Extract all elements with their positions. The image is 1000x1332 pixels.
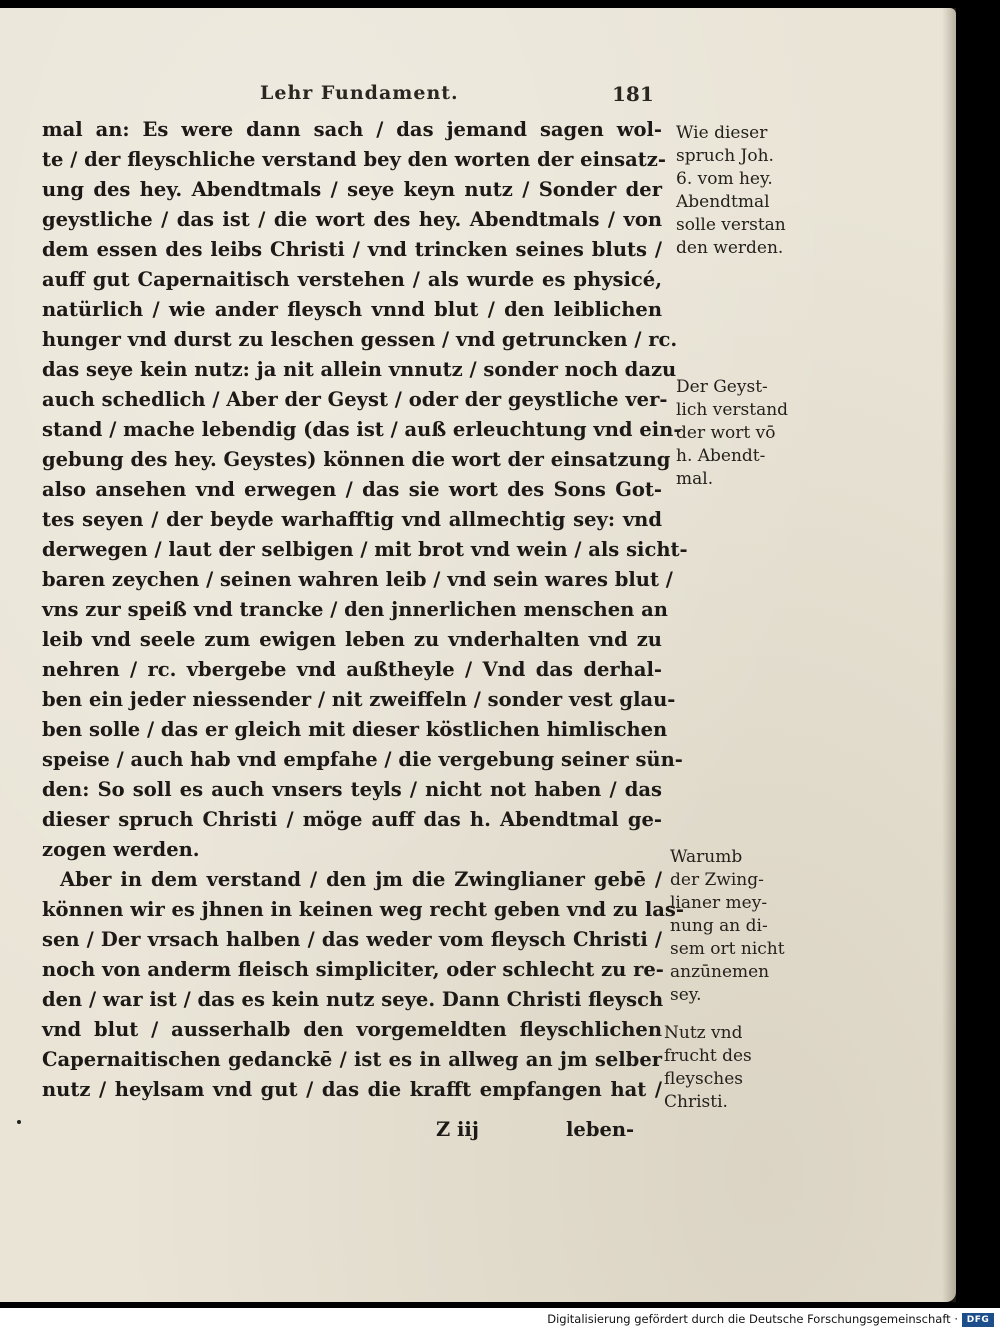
ink-speck	[17, 1120, 21, 1124]
margin-note-line: lich verstand	[676, 400, 789, 420]
text-line: mal an: Es were dann sach / das jemand sagen wol-	[42, 118, 662, 141]
text-line: tes seyen / der beyde warhafftig vnd allmechtig sey: vnd	[42, 508, 662, 531]
text-line: das seye kein nutz: ja nit allein vnnutz / sonder noch dazu	[42, 358, 677, 381]
text-line: geystliche / das ist / die wort des hey. Abendtmals / von	[42, 208, 662, 231]
text-line: derwegen / laut der selbigen / mit brot vnd wein / als sicht-	[42, 538, 688, 561]
text-line: nutz / heylsam vnd gut / das die krafft empfangen hat /	[42, 1078, 662, 1101]
text-line: ung des hey. Abendtmals / seye keyn nutz / Sonder der	[42, 178, 662, 201]
margin-note-line: spruch Joh.	[676, 146, 774, 166]
signature-mark: Z iij	[436, 1118, 479, 1141]
footer-bar	[0, 1308, 1000, 1332]
funding-notice: Digitalisierung gefördert durch die Deutsche Forschungsgemeinschaft ·	[547, 1312, 958, 1326]
text-line: den: So soll es auch vnsers teyls / nicht not haben / das	[42, 778, 662, 801]
text-line: den / war ist / das es kein nutz seye. Dann Christi fleysch	[42, 988, 664, 1011]
text-line: hunger vnd durst zu leschen gessen / vnd getruncken / rc.	[42, 328, 678, 351]
margin-note-1	[676, 122, 786, 260]
margin-note-line: sem ort nicht	[670, 939, 785, 959]
text-line: ben ein jeder niessender / nit zweiffeln / sonder vest glau-	[42, 688, 676, 711]
text-line: zogen werden.	[42, 838, 200, 861]
margin-note-line: solle verstan	[676, 215, 786, 235]
running-head-title: Lehr Fundament.	[260, 82, 459, 104]
catchline	[436, 1118, 656, 1148]
margin-note-line: h. Abendt-	[676, 446, 766, 466]
text-line: also ansehen vnd erwegen / das sie wort des Sons Got-	[42, 478, 662, 501]
text-line: baren zeychen / seinen wahren leib / vnd sein wares blut /	[42, 568, 673, 591]
margin-note-line: nung an di-	[670, 916, 768, 936]
margin-note-line: Nutz vnd	[664, 1023, 743, 1043]
margin-note-line: lianer mey-	[670, 893, 768, 913]
page-edge-shadow	[942, 8, 956, 1302]
margin-note-line: frucht des	[664, 1046, 752, 1066]
margin-note-line: Abendtmal	[676, 192, 770, 212]
text-line: dem essen des leibs Christi / vnd trincken seines bluts /	[42, 238, 662, 261]
text-line: ben solle / das er gleich mit dieser köstlichen himlischen	[42, 718, 668, 741]
margin-note-line: mal.	[676, 469, 714, 489]
margin-note-line: der Zwing-	[670, 870, 764, 890]
margin-note-line: anzūnemen	[670, 962, 770, 982]
margin-note-line: Christi.	[664, 1092, 728, 1112]
text-line: dieser spruch Christi / möge auff das h. Abendtmal ge-	[42, 808, 662, 831]
text-line: können wir es jhnen in keinen weg recht geben vnd zu las-	[42, 898, 684, 921]
margin-note-line: Wie dieser	[676, 123, 768, 143]
catchword: leben-	[566, 1118, 635, 1141]
text-line: noch von anderm fleisch simpliciter, oder schlecht zu re-	[42, 958, 664, 981]
text-line: gebung des hey. Geystes) können die wort der einsatzung	[42, 448, 671, 471]
margin-note-line: Der Geyst-	[676, 377, 768, 397]
margin-note-line: fleysches	[664, 1069, 743, 1089]
text-line: auff gut Capernaitisch verstehen / als wurde es physicé,	[42, 268, 662, 291]
dfg-logo: DFG	[962, 1313, 994, 1327]
text-line: auch schedlich / Aber der Geyst / oder der geystliche ver-	[42, 388, 668, 411]
text-line: sen / Der vrsach halben / das weder vom fleysch Christi /	[42, 928, 662, 951]
text-line: te / der fleyschliche verstand bey den worten der einsatz-	[42, 148, 666, 171]
margin-note-3	[670, 846, 785, 1007]
text-line: leib vnd seele zum ewigen leben zu vnderhalten vnd zu	[42, 628, 662, 651]
text-line: stand / mache lebendig (das ist / auß erleuchtung vnd ein-	[42, 418, 682, 441]
margin-note-line: Warumb	[670, 847, 743, 867]
book-page	[0, 8, 956, 1302]
margin-note-line: den werden.	[676, 238, 784, 258]
margin-note-line: der wort vō	[676, 423, 776, 443]
page-number: 181	[612, 82, 654, 106]
margin-note-2	[676, 376, 788, 491]
margin-note-line: 6. vom hey.	[676, 169, 773, 189]
text-line: Capernaitischen gedanckē / ist es in allweg an jm selber	[42, 1048, 662, 1071]
margin-note-line: sey.	[670, 985, 702, 1005]
text-line: speise / auch hab vnd empfahe / die vergebung seiner sün-	[42, 748, 683, 771]
main-text-block	[42, 115, 688, 1105]
text-line: nehren / rc. vbergebe vnd außtheyle / Vnd das derhal-	[42, 658, 662, 681]
text-line: natürlich / wie ander fleysch vnnd blut / den leiblichen	[42, 298, 662, 321]
text-line: vns zur speiß vnd trancke / den jnnerlichen menschen an	[42, 598, 668, 621]
margin-note-4	[664, 1022, 752, 1114]
text-line: vnd blut / ausserhalb den vorgemeldten fleyschlichen	[42, 1018, 662, 1041]
text-line: Aber in dem verstand / den jm die Zwinglianer gebē /	[60, 868, 662, 891]
